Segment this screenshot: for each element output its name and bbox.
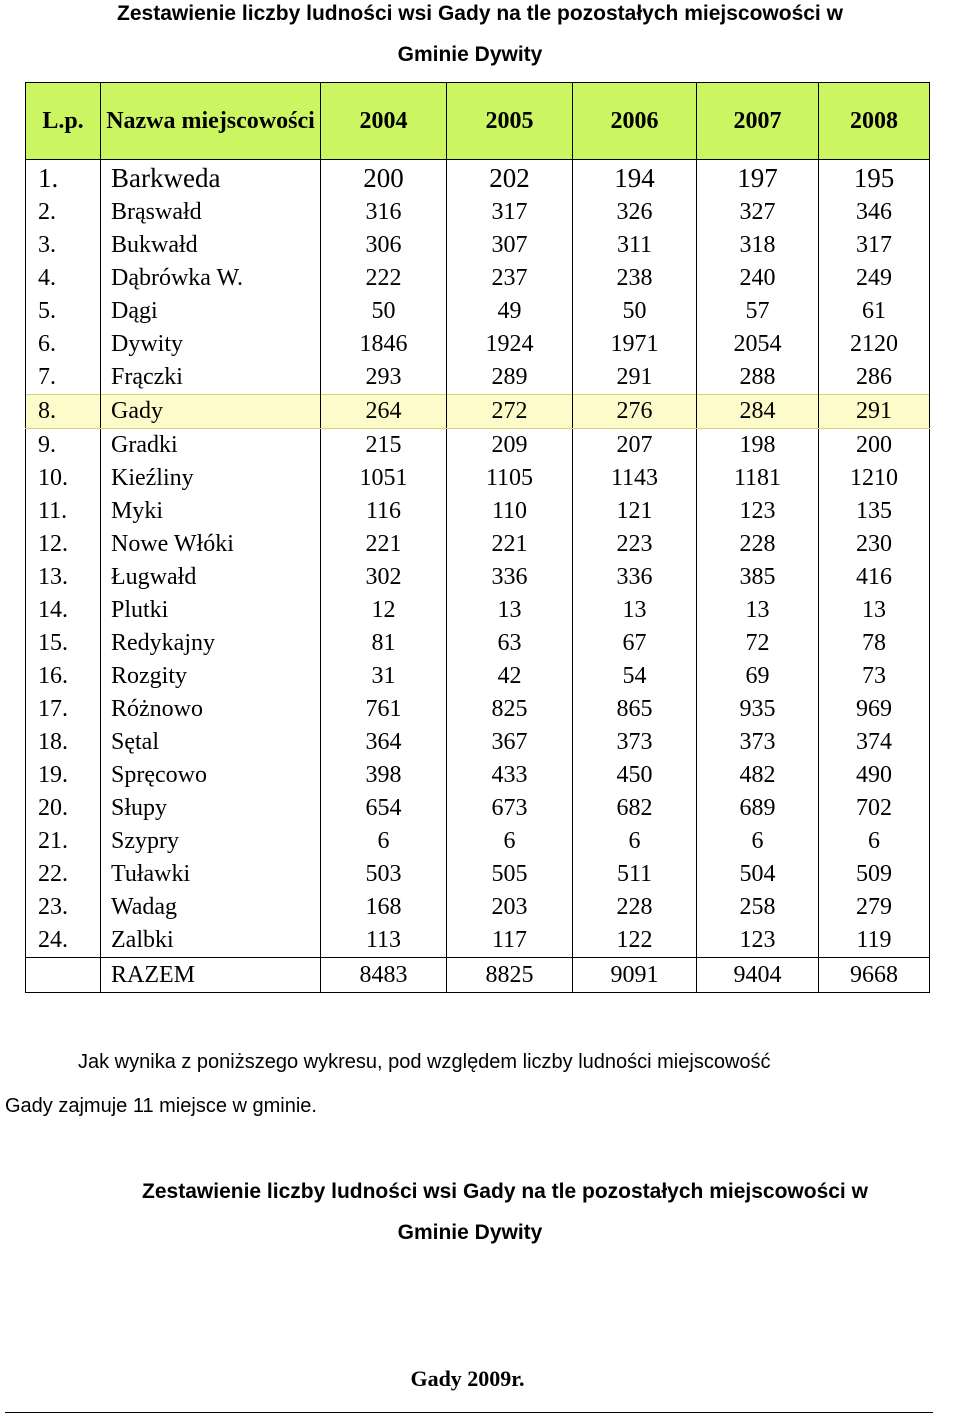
population-value: 123 bbox=[697, 495, 819, 528]
row-number: 1. bbox=[26, 160, 101, 197]
population-value: 327 bbox=[697, 196, 819, 229]
population-value: 6 bbox=[447, 825, 573, 858]
locality-name: Wadag bbox=[101, 891, 321, 924]
population-value: 200 bbox=[819, 429, 930, 463]
row-number: 4. bbox=[26, 262, 101, 295]
population-value: 13 bbox=[573, 594, 697, 627]
population-value: 825 bbox=[447, 693, 573, 726]
population-value: 416 bbox=[819, 561, 930, 594]
population-value: 317 bbox=[447, 196, 573, 229]
table-row bbox=[26, 328, 930, 361]
population-value: 238 bbox=[573, 262, 697, 295]
locality-name: Myki bbox=[101, 495, 321, 528]
total-value: 8483 bbox=[321, 958, 447, 993]
population-value: 279 bbox=[819, 891, 930, 924]
locality-name: Dywity bbox=[101, 328, 321, 361]
population-value: 42 bbox=[447, 660, 573, 693]
population-value: 1143 bbox=[573, 462, 697, 495]
population-value: 50 bbox=[321, 295, 447, 328]
population-value: 249 bbox=[819, 262, 930, 295]
table-row bbox=[26, 792, 930, 825]
population-value: 230 bbox=[819, 528, 930, 561]
table-row bbox=[26, 594, 930, 627]
row-number: 18. bbox=[26, 726, 101, 759]
population-value: 13 bbox=[819, 594, 930, 627]
row-number: 24. bbox=[26, 924, 101, 958]
population-value: 63 bbox=[447, 627, 573, 660]
population-value: 6 bbox=[573, 825, 697, 858]
table-row bbox=[26, 495, 930, 528]
total-label: RAZEM bbox=[101, 958, 321, 993]
population-value: 81 bbox=[321, 627, 447, 660]
locality-name: Tuławki bbox=[101, 858, 321, 891]
title-line-1: Zestawienie liczby ludności wsi Gady na tle pozostałych miejscowości w bbox=[117, 2, 843, 25]
locality-name: Barkweda bbox=[101, 160, 321, 197]
population-value: 1846 bbox=[321, 328, 447, 361]
population-value: 1181 bbox=[697, 462, 819, 495]
locality-name: Słupy bbox=[101, 792, 321, 825]
row-number: 23. bbox=[26, 891, 101, 924]
population-value: 203 bbox=[447, 891, 573, 924]
locality-name: Dągi bbox=[101, 295, 321, 328]
table-row bbox=[26, 693, 930, 726]
population-value: 969 bbox=[819, 693, 930, 726]
population-value: 385 bbox=[697, 561, 819, 594]
population-value: 1924 bbox=[447, 328, 573, 361]
locality-name: Różnowo bbox=[101, 693, 321, 726]
table-row bbox=[26, 825, 930, 858]
population-value: 293 bbox=[321, 361, 447, 395]
population-value: 73 bbox=[819, 660, 930, 693]
population-value: 119 bbox=[819, 924, 930, 958]
title2-line-2: Gminie Dywity bbox=[397, 1221, 543, 1244]
population-value: 78 bbox=[819, 627, 930, 660]
population-value: 209 bbox=[447, 429, 573, 463]
population-value: 195 bbox=[819, 160, 930, 197]
population-value: 1210 bbox=[819, 462, 930, 495]
locality-name: Szypry bbox=[101, 825, 321, 858]
table-row bbox=[26, 160, 930, 197]
table-row bbox=[26, 361, 930, 395]
population-value: 121 bbox=[573, 495, 697, 528]
locality-name: Redykajny bbox=[101, 627, 321, 660]
table-row bbox=[26, 660, 930, 693]
row-number: 20. bbox=[26, 792, 101, 825]
paragraph-line-1: Jak wynika z poniższego wykresu, pod względem liczby ludności miejscowość bbox=[78, 1051, 771, 1073]
population-value: 450 bbox=[573, 759, 697, 792]
locality-name: Plutki bbox=[101, 594, 321, 627]
locality-name: Rozgity bbox=[101, 660, 321, 693]
header-year: 2005 bbox=[447, 83, 573, 160]
table-row bbox=[26, 759, 930, 792]
population-value: 57 bbox=[697, 295, 819, 328]
row-number: 11. bbox=[26, 495, 101, 528]
locality-name: Gady bbox=[101, 395, 321, 429]
population-value: 2120 bbox=[819, 328, 930, 361]
population-value: 13 bbox=[697, 594, 819, 627]
population-value: 221 bbox=[447, 528, 573, 561]
population-value: 761 bbox=[321, 693, 447, 726]
population-value: 346 bbox=[819, 196, 930, 229]
population-value: 50 bbox=[573, 295, 697, 328]
population-value: 272 bbox=[447, 395, 573, 429]
locality-name: Dąbrówka W. bbox=[101, 262, 321, 295]
population-table bbox=[25, 82, 930, 993]
table-row bbox=[26, 924, 930, 958]
chart-caption: Gady 2009r. bbox=[410, 1366, 525, 1391]
population-value: 1971 bbox=[573, 328, 697, 361]
population-value: 69 bbox=[697, 660, 819, 693]
population-value: 702 bbox=[819, 792, 930, 825]
header-year: 2004 bbox=[321, 83, 447, 160]
row-number: 19. bbox=[26, 759, 101, 792]
population-value: 654 bbox=[321, 792, 447, 825]
header-year: 2008 bbox=[819, 83, 930, 160]
population-value: 289 bbox=[447, 361, 573, 395]
population-value: 237 bbox=[447, 262, 573, 295]
population-value: 373 bbox=[573, 726, 697, 759]
population-value: 1105 bbox=[447, 462, 573, 495]
population-value: 374 bbox=[819, 726, 930, 759]
population-value: 198 bbox=[697, 429, 819, 463]
population-value: 511 bbox=[573, 858, 697, 891]
population-value: 67 bbox=[573, 627, 697, 660]
population-value: 509 bbox=[819, 858, 930, 891]
row-number: 8. bbox=[26, 395, 101, 429]
table-row bbox=[26, 229, 930, 262]
population-value: 258 bbox=[697, 891, 819, 924]
total-value: 9668 bbox=[819, 958, 930, 993]
table-row bbox=[26, 891, 930, 924]
header-year: 2007 bbox=[697, 83, 819, 160]
row-number: 2. bbox=[26, 196, 101, 229]
total-value: 9091 bbox=[573, 958, 697, 993]
population-value: 72 bbox=[697, 627, 819, 660]
row-number: 7. bbox=[26, 361, 101, 395]
locality-name: Bukwałd bbox=[101, 229, 321, 262]
locality-name: Spręcowo bbox=[101, 759, 321, 792]
population-value: 135 bbox=[819, 495, 930, 528]
locality-name: Ługwałd bbox=[101, 561, 321, 594]
population-value: 113 bbox=[321, 924, 447, 958]
population-value: 682 bbox=[573, 792, 697, 825]
population-value: 373 bbox=[697, 726, 819, 759]
locality-name: Zalbki bbox=[101, 924, 321, 958]
row-number: 21. bbox=[26, 825, 101, 858]
locality-name: Brąswałd bbox=[101, 196, 321, 229]
population-value: 110 bbox=[447, 495, 573, 528]
population-value: 228 bbox=[573, 891, 697, 924]
header-name: Nazwa miejscowości bbox=[101, 83, 321, 160]
population-value: 482 bbox=[697, 759, 819, 792]
row-number: 5. bbox=[26, 295, 101, 328]
row-number: 13. bbox=[26, 561, 101, 594]
population-value: 49 bbox=[447, 295, 573, 328]
row-number: 12. bbox=[26, 528, 101, 561]
table-header-row bbox=[26, 83, 930, 160]
locality-name: Sętal bbox=[101, 726, 321, 759]
population-value: 1051 bbox=[321, 462, 447, 495]
population-value: 689 bbox=[697, 792, 819, 825]
header-lp: L.p. bbox=[26, 83, 101, 160]
row-number: 10. bbox=[26, 462, 101, 495]
population-value: 197 bbox=[697, 160, 819, 197]
total-row bbox=[26, 958, 930, 993]
title-line-2: Gminie Dywity bbox=[397, 43, 543, 66]
population-value: 288 bbox=[697, 361, 819, 395]
population-value: 123 bbox=[697, 924, 819, 958]
row-number: 9. bbox=[26, 429, 101, 463]
population-value: 318 bbox=[697, 229, 819, 262]
population-value: 286 bbox=[819, 361, 930, 395]
population-value: 865 bbox=[573, 693, 697, 726]
population-value: 291 bbox=[819, 395, 930, 429]
population-value: 116 bbox=[321, 495, 447, 528]
table-row bbox=[26, 395, 930, 429]
row-number: 3. bbox=[26, 229, 101, 262]
population-value: 317 bbox=[819, 229, 930, 262]
population-value: 61 bbox=[819, 295, 930, 328]
population-value: 223 bbox=[573, 528, 697, 561]
population-value: 207 bbox=[573, 429, 697, 463]
table-row bbox=[26, 196, 930, 229]
row-number: 15. bbox=[26, 627, 101, 660]
population-value: 264 bbox=[321, 395, 447, 429]
population-value: 194 bbox=[573, 160, 697, 197]
population-value: 200 bbox=[321, 160, 447, 197]
locality-name: Kieźliny bbox=[101, 462, 321, 495]
population-value: 228 bbox=[697, 528, 819, 561]
table-row bbox=[26, 858, 930, 891]
population-value: 291 bbox=[573, 361, 697, 395]
population-value: 433 bbox=[447, 759, 573, 792]
population-value: 307 bbox=[447, 229, 573, 262]
header-year: 2006 bbox=[573, 83, 697, 160]
population-value: 306 bbox=[321, 229, 447, 262]
locality-name: Frączki bbox=[101, 361, 321, 395]
locality-name: Nowe Włóki bbox=[101, 528, 321, 561]
population-value: 316 bbox=[321, 196, 447, 229]
population-value: 222 bbox=[321, 262, 447, 295]
population-value: 364 bbox=[321, 726, 447, 759]
population-value: 117 bbox=[447, 924, 573, 958]
row-number: 14. bbox=[26, 594, 101, 627]
population-value: 31 bbox=[321, 660, 447, 693]
row-number bbox=[26, 958, 101, 993]
population-value: 284 bbox=[697, 395, 819, 429]
population-value: 505 bbox=[447, 858, 573, 891]
population-value: 6 bbox=[697, 825, 819, 858]
population-value: 122 bbox=[573, 924, 697, 958]
population-value: 673 bbox=[447, 792, 573, 825]
row-number: 22. bbox=[26, 858, 101, 891]
population-value: 490 bbox=[819, 759, 930, 792]
population-value: 935 bbox=[697, 693, 819, 726]
population-value: 54 bbox=[573, 660, 697, 693]
total-value: 8825 bbox=[447, 958, 573, 993]
population-value: 12 bbox=[321, 594, 447, 627]
population-value: 240 bbox=[697, 262, 819, 295]
population-value: 202 bbox=[447, 160, 573, 197]
population-value: 6 bbox=[321, 825, 447, 858]
locality-name: Gradki bbox=[101, 429, 321, 463]
population-value: 6 bbox=[819, 825, 930, 858]
table-row bbox=[26, 429, 930, 463]
title2-line-1: Zestawienie liczby ludności wsi Gady na tle pozostałych miejscowości w bbox=[142, 1180, 868, 1203]
table-row bbox=[26, 262, 930, 295]
population-value: 398 bbox=[321, 759, 447, 792]
total-value: 9404 bbox=[697, 958, 819, 993]
row-number: 16. bbox=[26, 660, 101, 693]
population-value: 276 bbox=[573, 395, 697, 429]
table-row bbox=[26, 462, 930, 495]
population-value: 311 bbox=[573, 229, 697, 262]
population-value: 2054 bbox=[697, 328, 819, 361]
row-number: 17. bbox=[26, 693, 101, 726]
population-value: 221 bbox=[321, 528, 447, 561]
table-row bbox=[26, 528, 930, 561]
population-value: 326 bbox=[573, 196, 697, 229]
table-row bbox=[26, 627, 930, 660]
row-number: 6. bbox=[26, 328, 101, 361]
population-value: 215 bbox=[321, 429, 447, 463]
table-row bbox=[26, 561, 930, 594]
population-value: 13 bbox=[447, 594, 573, 627]
divider bbox=[5, 1412, 933, 1413]
population-value: 367 bbox=[447, 726, 573, 759]
population-value: 336 bbox=[447, 561, 573, 594]
population-value: 503 bbox=[321, 858, 447, 891]
table-row bbox=[26, 295, 930, 328]
table-row bbox=[26, 726, 930, 759]
population-value: 168 bbox=[321, 891, 447, 924]
paragraph-line-2: Gady zajmuje 11 miejsce w gminie. bbox=[5, 1095, 317, 1117]
population-value: 302 bbox=[321, 561, 447, 594]
population-value: 504 bbox=[697, 858, 819, 891]
population-value: 336 bbox=[573, 561, 697, 594]
